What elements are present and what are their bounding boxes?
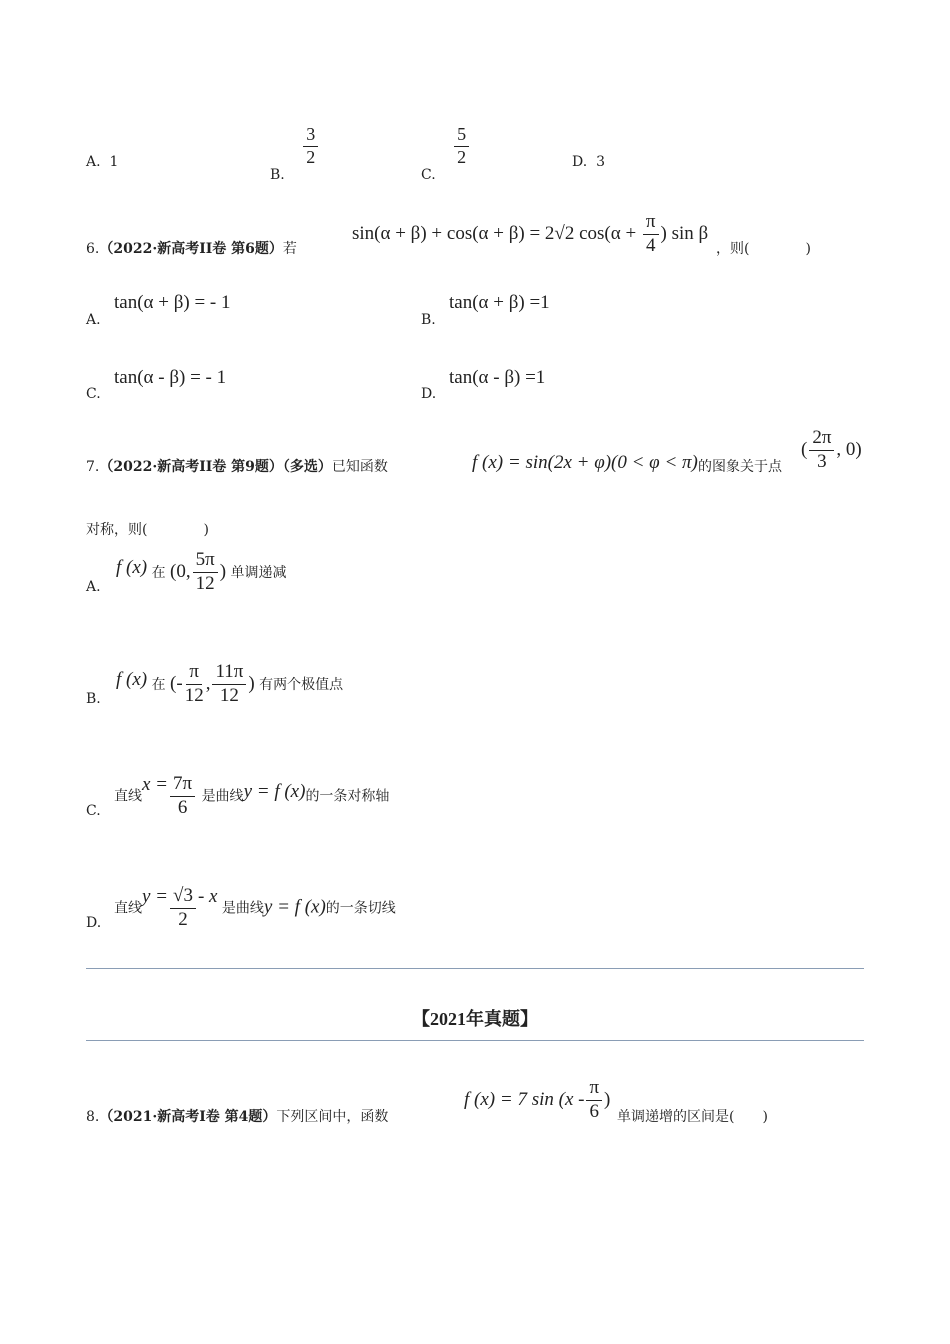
q7-stem-prefix: 7.（2022·新高考II卷 第9题）（多选）已知函数	[86, 459, 388, 475]
fraction: $\frac{\pi}{6}$	[586, 1078, 602, 1123]
q6-option-c-label: C.	[86, 386, 101, 402]
interval: (- $\frac{\pi}{12}$ , $\frac{11\pi}{12}$ )	[170, 661, 255, 706]
q8-stem-suffix: 单调递增的区间是( )	[617, 1109, 768, 1125]
q6-expression: sin(α + β) + cos(α + β) = 2√2 cos(α + $\frac{\pi}{4}$ ) sin β	[352, 211, 709, 256]
interval: (0, $\frac{5\pi}{12}$ )	[170, 549, 227, 594]
q7-stem-line2: 对称，则( )	[86, 522, 209, 538]
section-divider-bottom	[86, 1040, 864, 1041]
section-title: 【2021年真题】	[412, 1009, 538, 1029]
q8-stem-prefix: 8.（2021·新高考I卷 第4题）下列区间中，函数	[86, 1109, 389, 1125]
q7-option-c: 直线x = $\frac{7\pi}{6}$ 是曲线y = f (x)的一条对称轴	[114, 773, 390, 818]
q5-option-a: A. 1	[86, 154, 119, 170]
q7-option-c-label: C.	[86, 803, 101, 819]
q7-option-d-label: D.	[86, 915, 102, 931]
fraction: $\frac{\pi}{12}$	[184, 661, 204, 706]
q5-option-d: D. 3	[572, 154, 606, 170]
q5-option-b: B. $\frac{3}{2}$	[270, 125, 320, 168]
q6-stem-suffix: ，则( )	[716, 241, 811, 257]
q6-option-a: tan(α + β) = - 1	[114, 292, 231, 313]
q7-function: f (x) = sin(2x + φ)(0 < φ < π)	[472, 452, 698, 473]
question-source: （2021·新高考I卷 第4题）	[99, 1109, 277, 1125]
q7-option-a: f (x) 在 (0, $\frac{5\pi}{12}$ ) 单调递减	[116, 549, 287, 594]
fraction: $\frac{\pi}{4}$	[643, 212, 659, 257]
q6-option-b-label: B.	[421, 312, 436, 328]
q8-function: f (x) = 7 sin (x - $\frac{\pi}{6}$ )	[464, 1077, 611, 1122]
fraction: $\frac{5\pi}{12}$	[193, 550, 218, 595]
q7-option-b: f (x) 在 (- $\frac{\pi}{12}$ , $\frac{11\pi}{12}$ ) 有两个极值点	[116, 661, 344, 706]
q7-option-a-label: A.	[86, 579, 101, 595]
q5-option-c: C. $\frac{5}{2}$	[421, 125, 471, 168]
fraction: $\frac{11\pi}{12}$	[212, 662, 246, 707]
q6-option-b: tan(α + β) =1	[449, 292, 550, 313]
fraction: $\frac{2\pi}{3}$	[809, 428, 834, 473]
q6-option-d: tan(α - β) =1	[449, 367, 546, 388]
fraction: $\frac{7\pi}{6}$	[170, 774, 195, 819]
q6-option-d-label: D.	[421, 386, 437, 402]
q7-stem-middle: 的图象关于点	[698, 459, 782, 475]
fraction: $\frac{3}{2}$	[303, 125, 318, 168]
question-type: （多选）	[282, 459, 332, 475]
section-divider-top	[86, 968, 864, 969]
q7-point: ( $\frac{2\pi}{3}$ , 0)	[801, 427, 862, 472]
question-source: （2022·新高考II卷 第6题）	[99, 241, 283, 257]
fraction: $\frac{√3}{2}$	[170, 886, 196, 931]
q7-option-b-label: B.	[86, 691, 101, 707]
question-source: （2022·新高考II卷 第9题）	[99, 459, 283, 475]
q6-option-a-label: A.	[86, 312, 101, 328]
q7-option-d: 直线y = $\frac{√3}{2}$ - x 是曲线y = f (x)的一条切线	[114, 885, 396, 930]
fraction: $\frac{5}{2}$	[454, 125, 469, 168]
q6-stem-prefix: 6.（2022·新高考II卷 第6题）若	[86, 241, 297, 257]
q6-option-c: tan(α - β) = - 1	[114, 367, 227, 388]
